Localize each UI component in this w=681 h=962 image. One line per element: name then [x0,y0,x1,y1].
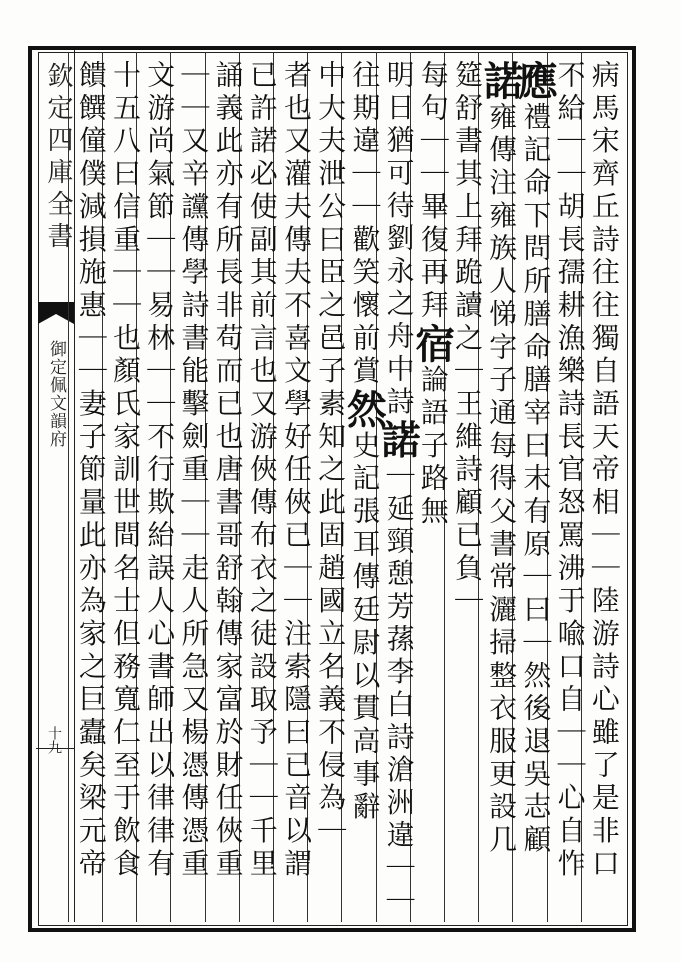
text-segment: 筵舒書其上拜跪讀之 [450,60,483,356]
headword: 宿 [408,322,455,365]
page-number: 十九 [46,726,62,754]
text-segment: 已許諾必使副其前言也又游俠傳布衣之徒設取予｜｜千里 [244,60,278,882]
text-segment: 病馬宋齊丘詩往往獨自語天帝相 [586,60,620,520]
text-column [64,60,116,922]
text-segment: 中大夫泄公曰臣之邑子素知之此固趙國立名義不侵為｜ [313,60,347,849]
text-segment: 不給｜｜胡長孺耕漁樂詩長官怒罵沸于喩口自｜｜心自怍 [552,60,586,882]
text-segment: 論語子路無 [415,364,449,529]
text-segment: 史記張耳傳廷尉以貫高事辭 [347,430,381,825]
headword: 諾 [374,419,421,461]
text-segment: ｜｜陸游詩心雖了是非口 [586,519,620,882]
text-segment: ｜｜又辛讜傳學詩書能擊劍重｜｜走人所急又楊憑傳憑重 [176,60,210,882]
column-rule [68,52,69,922]
sub-title: 御定佩文韻府 [46,340,66,448]
headword: 然 [340,388,387,431]
headword: 應 [511,60,558,102]
text-segment: ｜延頸憩芳蓀李白詩滄洲違｜｜ [381,460,415,919]
text-segment: 雍傳注雍族人悌字子通每得父書常灑掃整衣服更設几 [484,101,518,858]
text-segment: 禮記命下問所膳命膳宰曰末有原｜曰｜然後退吳志顧 [518,101,552,858]
text-segment: 明日猶可待劉永之舟中詩 [381,60,415,420]
text-segment: 每句｜｜畢復再拜 [415,60,449,323]
text-segment: 十五八曰信重｜｜也顏氏家訓世間名士但務寬仁至于飲食 [108,60,141,882]
text-segment: ｜王維詩顧已負｜ [450,355,483,619]
text-segment: 者也又灌夫傳夫不喜文學好任俠已｜｜注索隱曰已音以謂 [279,60,312,882]
text-segment: 誦義此亦有所長非苟而已也唐書哥舒翰傳家富於財任俠重 [210,60,244,882]
text-segment: 往期違｜｜歡笑懷前賞 [347,60,381,389]
book-title: 欽定四庫全書 [43,62,73,254]
headword: 諾 [477,60,524,102]
text-segment: 文游尚氣節｜｜易林｜｜不行欺紿誤人心書師出以律律有 [142,60,176,882]
text-segment: 饋饌僮僕減損施惠｜｜妻子節量此亦為家之巨蠹矣梁元帝 [73,60,107,882]
